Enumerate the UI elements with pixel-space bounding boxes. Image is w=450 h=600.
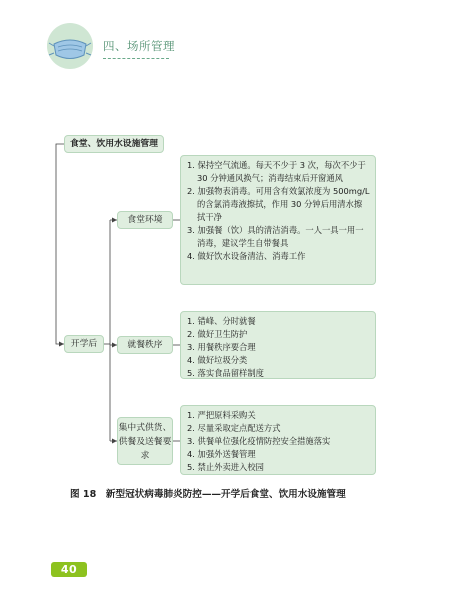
- list-item: 1. 保持空气流通。每天不少于 3 次，每次不少于 30 分钟通风换气；消毒结束后开窗通风: [187, 160, 366, 183]
- list-item: 2. 做好卫生防护: [187, 329, 248, 339]
- list-canteen-environment: [180, 155, 376, 285]
- list-item: 4. 加强外送餐管理: [187, 449, 256, 459]
- list-item: 1. 严把原料采购关: [187, 410, 256, 420]
- list-item: 5. 禁止外卖进入校园: [187, 462, 264, 472]
- root-node: 食堂、饮用水设施管理: [64, 135, 164, 153]
- list-item: 1. 错峰、分时就餐: [187, 316, 256, 326]
- branch-node-dining-order: 就餐秩序: [117, 336, 173, 354]
- list-item: 5. 落实食品留样制度: [187, 368, 264, 378]
- section-title: 四、场所管理: [103, 39, 175, 53]
- list-item: 4. 做好垃圾分类: [187, 355, 248, 365]
- list-item: 2. 加强物表消毒。可用含有效氯浓度为 500mg/L 的含氯消毒液擦拭，作用 30 分钟后用清水擦拭干净: [187, 186, 370, 222]
- stage-node: 开学后: [64, 335, 104, 353]
- list-supply-requirements: [180, 405, 376, 475]
- list-dining-order: [180, 311, 376, 379]
- list-item: 2. 尽量采取定点配送方式: [187, 423, 281, 433]
- page-number: 40: [51, 562, 87, 577]
- branch-node-supply-requirements: 集中式供货、供餐及送餐要求: [117, 417, 173, 465]
- figure-caption: 图 18 新型冠状病毒肺炎防控——开学后食堂、饮用水设施管理: [70, 489, 346, 500]
- branch-node-canteen-environment: 食堂环境: [117, 211, 173, 229]
- list-item: 3. 用餐秩序要合理: [187, 342, 256, 352]
- list-item: 3. 加强餐（饮）具的清洁消毒。一人一具一用一消毒，建议学生自带餐具: [187, 225, 364, 248]
- list-item: 3. 供餐单位强化疫情防控安全措施落实: [187, 436, 331, 446]
- list-item: 4. 做好饮水设备清洁、消毒工作: [187, 251, 306, 261]
